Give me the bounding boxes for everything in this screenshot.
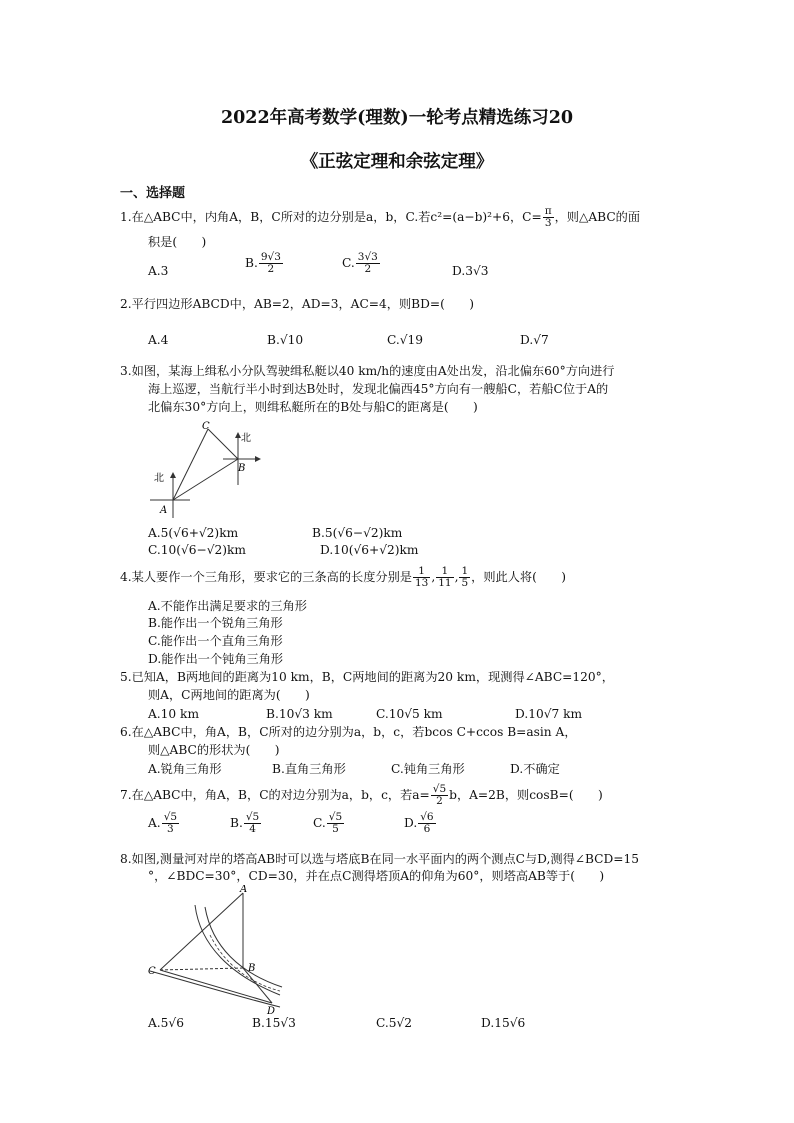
q4-text-a: 4.某人要作一个三角形，要求它的三条高的长度分别是 <box>120 570 412 584</box>
q7-option-d[interactable] <box>404 812 437 835</box>
q7-option-d-frac <box>418 812 435 835</box>
q8-label-a: A <box>240 885 248 895</box>
q1-option-d[interactable]: D.3√3 <box>452 264 489 278</box>
q7-line1 <box>120 784 603 807</box>
q7-fraction <box>431 784 448 807</box>
q1-option-c[interactable] <box>342 252 381 275</box>
q4-option-a[interactable]: A.不能作出满足要求的三角形 <box>148 599 307 613</box>
q2-line1: 2.平行四边形ABCD中，AB=2，AD=3，AC=4，则BD=( ) <box>120 297 474 311</box>
q3-label-north-b: 北 <box>241 433 251 444</box>
q8-figure <box>140 885 285 1015</box>
q6-option-c[interactable]: C.钝角三角形 <box>391 762 465 776</box>
q7-a-num: √5 <box>163 811 178 823</box>
q1-frac-den: 3 <box>544 217 552 229</box>
q3-option-b[interactable]: B.5(√6−√2)km <box>312 526 403 540</box>
q1-option-a[interactable]: A.3 <box>148 264 169 278</box>
q4-frac-2 <box>436 566 453 589</box>
q4-frac-2-den: 11 <box>438 577 452 589</box>
q2-option-c[interactable]: C.√19 <box>387 333 424 347</box>
q1-frac-num: π <box>544 205 552 217</box>
q4-frac-1-num: 1 <box>413 566 430 578</box>
q1-fraction <box>543 206 554 229</box>
q3-line3: 北偏东30°方向上，则缉私艇所在的B处与船C的距离是( ) <box>148 400 478 414</box>
q1-text-a: 1.在△ABC中，内角A，B，C所对的边分别是a，b，C.若c²=(a−b)²+6，C= <box>120 210 542 224</box>
q8-label-b: B <box>248 963 256 974</box>
q1-c-num: 3√3 <box>357 251 378 263</box>
q7-option-a[interactable] <box>148 812 180 835</box>
q1-option-b[interactable] <box>245 252 284 275</box>
q8-line2: °，∠BDC=30°，CD=30，并在点C测得塔顶A的仰角为60°，则塔高AB等于( ) <box>148 869 605 883</box>
page-title: 2022年高考数学(理数)一轮考点精选练习20 <box>220 108 574 128</box>
q8-label-c: C <box>148 966 156 977</box>
q5-option-a[interactable]: A.10 km <box>148 707 199 721</box>
q1-c-den: 2 <box>364 263 372 275</box>
q4-option-c[interactable]: C.能作出一个直角三角形 <box>148 634 283 648</box>
q4-frac-3 <box>459 566 470 589</box>
q1-line1 <box>120 206 640 229</box>
q5-line2: 则A，C两地间的距离为( ) <box>148 688 310 702</box>
q7-option-d-label: D. <box>404 816 418 830</box>
q1-b-den: 2 <box>267 263 275 275</box>
q3-label-north-a: 北 <box>154 473 164 484</box>
q1-option-c-label: C. <box>342 256 355 270</box>
q7-b-num: √5 <box>245 811 260 823</box>
q7-d-den: 6 <box>423 823 431 835</box>
q4-frac-1 <box>413 566 430 589</box>
q7-text-b: b，A=2B，则cosB=( ) <box>449 788 603 802</box>
q4-frac-3-den: 5 <box>461 577 469 589</box>
q6-option-a[interactable]: A.锐角三角形 <box>148 762 222 776</box>
q8-line1: 8.如图,测量河对岸的塔高AB时可以选与塔底B在同一水平面内的两个测点C与D,测得∠BCD=15 <box>120 852 639 866</box>
q7-a-den: 3 <box>167 823 174 835</box>
q7-option-c-frac <box>327 812 344 835</box>
q7-frac-num: √5 <box>432 783 447 795</box>
q8-option-b[interactable]: B.15√3 <box>252 1016 296 1030</box>
q6-line2: 则△ABC的形状为( ) <box>148 743 280 757</box>
page-subtitle: 《正弦定理和余弦定理》 <box>300 152 494 172</box>
q3-option-a[interactable]: A.5(√6+√2)km <box>148 526 239 540</box>
q6-option-d[interactable]: D.不确定 <box>510 762 560 776</box>
q4-text-b: ，则此人将( ) <box>471 570 566 584</box>
q3-label-a: A <box>160 505 168 516</box>
q3-side-cb <box>208 429 238 459</box>
q8-option-c[interactable]: C.5√2 <box>376 1016 413 1030</box>
section-heading: 一、选择题 <box>120 186 186 201</box>
q2-option-b[interactable]: B.√10 <box>267 333 304 347</box>
q8-line-ca <box>160 893 243 970</box>
q1-line2: 积是( ) <box>148 235 207 249</box>
q8-line-cb <box>160 968 243 970</box>
q5-line1: 5.已知A，B两地间的距离为10 km，B，C两地间的距离为20 km，现测得∠ABC=120°， <box>120 670 614 684</box>
q7-option-b-label: B. <box>230 816 243 830</box>
q8-option-a[interactable]: A.5√6 <box>148 1016 184 1030</box>
q4-frac-1-den: 13 <box>414 577 429 589</box>
q5-option-d[interactable]: D.10√7 km <box>515 707 583 721</box>
q3-line1: 3.如图，某海上缉私小分队驾驶缉私艇以40 km/h的速度由A处出发，沿北偏东60°方向进行 <box>120 364 615 378</box>
q7-c-den: 5 <box>332 823 339 835</box>
q7-frac-den: 2 <box>436 795 443 807</box>
q2-option-d[interactable]: D.√7 <box>520 333 549 347</box>
q3-label-b: B <box>238 463 246 474</box>
q5-option-b[interactable]: B.10√3 km <box>266 707 333 721</box>
q7-b-den: 4 <box>249 823 256 835</box>
q8-label-d: D <box>267 1006 276 1015</box>
q7-option-c[interactable] <box>313 812 345 835</box>
q8-option-d[interactable]: D.15√6 <box>481 1016 526 1030</box>
q1-option-b-label: B. <box>245 256 258 270</box>
q7-d-num: √6 <box>420 811 434 823</box>
q7-option-c-label: C. <box>313 816 326 830</box>
q7-text-a: 7.在△ABC中，角A，B，C的对边分别为a，b，c，若a= <box>120 788 430 802</box>
q3-label-c: C <box>202 421 210 432</box>
q1-text-b: ，则△ABC的面 <box>554 210 641 224</box>
q1-b-num: 9√3 <box>260 251 281 263</box>
q7-option-a-frac <box>162 812 179 835</box>
q6-line1: 6.在△ABC中，角A，B，C所对的边分别为a，b，c，若bcos C+ccos B=asin A， <box>120 725 577 739</box>
q3-option-d[interactable]: D.10(√6+√2)km <box>320 543 419 557</box>
q5-option-c[interactable]: C.10√5 km <box>376 707 443 721</box>
q1-option-c-frac <box>356 252 380 275</box>
q4-line1: 4.某人要作一个三角形，要求它的三条高的长度分别是 $\frac{1}{13}$ , $\frac{1}{11}$ , $\frac{1}{5}$ ，则此人将( ) <box>120 565 566 589</box>
q7-c-num: √5 <box>328 811 343 823</box>
q3-figure <box>140 415 280 525</box>
q2-option-a[interactable]: A.4 <box>148 333 169 347</box>
q7-option-b[interactable] <box>230 812 262 835</box>
q4-option-b[interactable]: B.能作出一个锐角三角形 <box>148 616 283 630</box>
q4-frac-2-num: 1 <box>436 566 453 578</box>
q7-option-b-frac <box>244 812 261 835</box>
q1-option-b-frac <box>259 252 283 275</box>
q7-option-a-label: A. <box>148 816 161 830</box>
q3-line2: 海上巡逻，当航行半小时到达B处时，发现北偏西45°方向有一艘船C，若船C位于A的 <box>148 382 609 396</box>
q3-option-c[interactable]: C.10(√6−√2)km <box>148 543 246 557</box>
q4-option-d[interactable]: D.能作出一个钝角三角形 <box>148 652 284 666</box>
q6-option-b[interactable]: B.直角三角形 <box>272 762 346 776</box>
q4-frac-3-num: 1 <box>461 565 469 577</box>
